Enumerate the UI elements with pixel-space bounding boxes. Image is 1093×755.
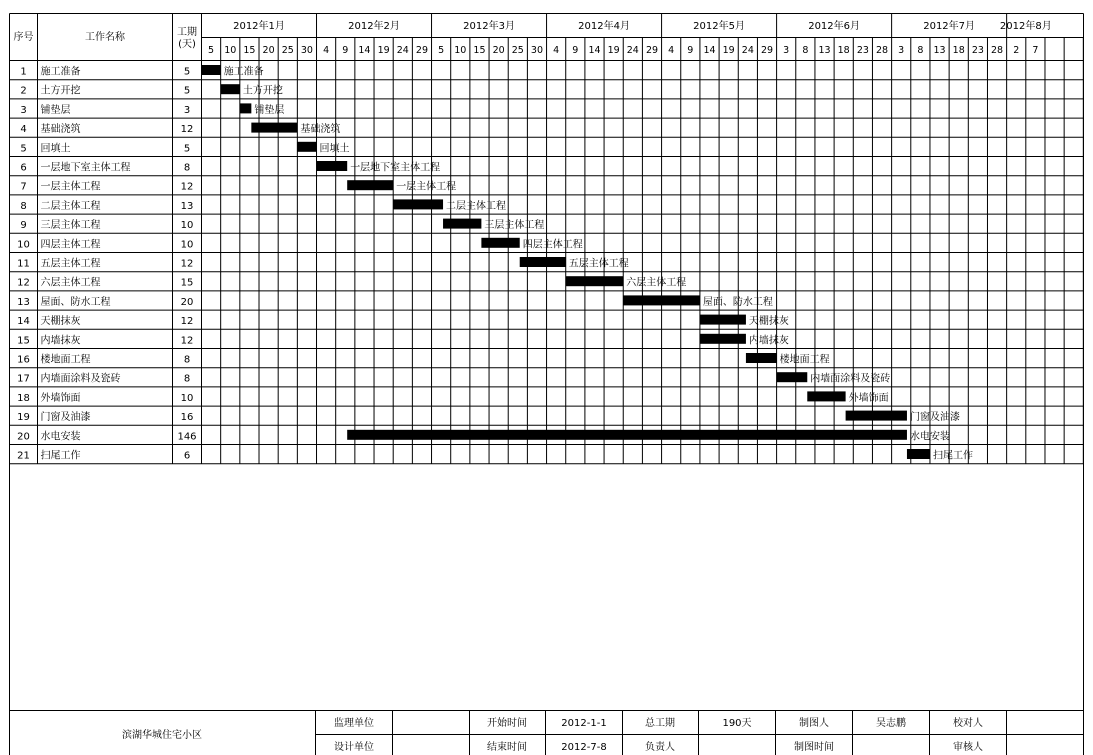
day-label: 18 (952, 45, 965, 56)
task-id: 7 (20, 181, 27, 193)
task-duration: 5 (183, 85, 191, 97)
task-duration: 5 (183, 66, 191, 78)
task-duration: 12 (180, 335, 194, 347)
footer-design-label: 设计单位 (334, 742, 374, 753)
task-id: 14 (17, 316, 30, 328)
task-name: 回填土 (40, 143, 71, 155)
footer-drafter-label: 制图人 (799, 718, 829, 729)
task-bar-label: 天棚抹灰 (748, 316, 789, 328)
task-bar (746, 353, 777, 363)
day-label: 30 (530, 45, 544, 56)
task-name: 水电安装 (40, 431, 81, 443)
task-name: 内墙面涂料及瓷砖 (40, 373, 121, 385)
task-id: 5 (20, 143, 27, 155)
task-id: 16 (17, 354, 30, 366)
task-bar (700, 315, 746, 325)
task-bar-label: 外墙饰面 (848, 392, 889, 404)
task-duration: 8 (183, 354, 191, 366)
task-bar-label: 一层地下室主体工程 (350, 162, 441, 174)
day-label: 10 (454, 45, 467, 56)
day-label: 30 (300, 45, 313, 56)
day-label: 3 (783, 45, 790, 56)
task-bar-label: 基础浇筑 (300, 124, 341, 136)
task-id: 20 (17, 431, 30, 443)
day-label: 14 (588, 45, 601, 56)
day-label: 8 (917, 45, 924, 56)
task-bar-label: 施工准备 (223, 66, 264, 78)
task-id: 13 (17, 296, 30, 308)
task-bar (251, 123, 297, 133)
task-id: 4 (20, 124, 27, 136)
task-id: 1 (20, 66, 27, 78)
task-bar-label: 铺垫层 (254, 104, 285, 116)
task-name: 天棚抹灰 (40, 316, 81, 328)
task-id: 10 (17, 239, 30, 251)
header-duration: 工期 (177, 27, 197, 38)
day-label: 9 (342, 45, 349, 56)
task-bar-label: 楼地面工程 (779, 354, 830, 366)
task-duration: 15 (180, 277, 194, 289)
task-duration: 16 (180, 412, 194, 424)
day-label: 25 (281, 45, 294, 56)
task-bar-label: 六层主体工程 (626, 277, 687, 289)
task-bar-label: 三层主体工程 (484, 220, 545, 232)
task-name: 二层主体工程 (40, 200, 101, 212)
footer-supervision-label: 监理单位 (334, 718, 374, 729)
day-label: 19 (722, 45, 735, 56)
task-duration: 5 (183, 143, 191, 155)
day-label: 14 (358, 45, 371, 56)
month-label: 2012年1月 (233, 21, 285, 32)
task-id: 19 (17, 412, 30, 424)
task-id: 3 (20, 104, 27, 116)
task-bar-label: 二层主体工程 (446, 200, 507, 212)
footer-drafter-value: 吴志鹏 (876, 718, 906, 729)
task-duration: 6 (183, 450, 191, 462)
task-bar-label: 五层主体工程 (568, 258, 629, 270)
task-bar-label: 扫尾工作 (932, 450, 973, 462)
task-name: 门窗及油漆 (40, 412, 91, 424)
day-label: 5 (438, 45, 445, 56)
day-label: 23 (856, 45, 869, 56)
task-id: 15 (17, 335, 30, 347)
day-label: 9 (572, 45, 579, 56)
task-duration: 12 (180, 181, 194, 193)
footer-start-value: 2012-1-1 (561, 718, 607, 729)
task-bar (623, 295, 700, 305)
footer-end-value: 2012-7-8 (561, 742, 607, 753)
day-label: 28 (875, 45, 889, 56)
task-duration: 13 (180, 200, 194, 212)
footer-proof-label: 校对人 (953, 718, 983, 729)
task-name: 内墙抹灰 (40, 335, 81, 347)
task-duration: 12 (180, 316, 194, 328)
task-bar (202, 65, 221, 75)
task-id: 8 (20, 200, 27, 212)
task-name: 六层主体工程 (40, 277, 101, 289)
footer-owner-label: 负责人 (645, 742, 675, 753)
task-name: 扫尾工作 (40, 450, 81, 462)
task-bar (566, 276, 624, 286)
task-bar-label: 内墙面涂料及瓷砖 (810, 373, 891, 385)
task-duration: 12 (180, 258, 194, 270)
task-bar-label: 内墙抹灰 (748, 335, 789, 347)
task-name: 一层主体工程 (40, 181, 101, 193)
day-label: 14 (703, 45, 716, 56)
task-bar (481, 238, 519, 248)
task-id: 6 (20, 162, 27, 174)
day-label: 24 (626, 45, 639, 56)
task-name: 屋面、防水工程 (40, 296, 111, 308)
task-bar (907, 449, 930, 459)
task-bar (700, 334, 746, 344)
task-bar (240, 103, 252, 113)
task-duration: 146 (177, 431, 197, 443)
day-label: 5 (208, 45, 215, 56)
day-label: 15 (243, 45, 256, 56)
task-bar (807, 391, 845, 401)
day-label: 7 (1032, 45, 1039, 56)
task-bar-label: 回填土 (319, 143, 350, 155)
task-name: 四层主体工程 (40, 239, 101, 251)
footer-drawtime-label: 制图时间 (794, 742, 834, 753)
day-label: 24 (741, 45, 754, 56)
task-bar-label: 水电安装 (909, 431, 950, 443)
task-name: 外墙饰面 (40, 392, 81, 404)
month-label: 2012年4月 (578, 21, 630, 32)
month-label: 2012年3月 (463, 21, 515, 32)
day-label: 19 (377, 45, 390, 56)
task-bar (393, 199, 443, 209)
day-label: 24 (396, 45, 409, 56)
task-bar (347, 430, 907, 440)
day-label: 28 (991, 45, 1004, 56)
day-label: 4 (553, 45, 560, 56)
day-label: 9 (687, 45, 694, 56)
day-label: 20 (492, 45, 505, 56)
task-bar-label: 门窗及油漆 (909, 412, 960, 424)
day-label: 13 (818, 45, 831, 56)
task-duration: 10 (180, 220, 194, 232)
task-bar (777, 372, 808, 382)
task-duration: 10 (180, 392, 194, 404)
month-label: 2012年2月 (348, 21, 400, 32)
task-name: 土方开挖 (40, 85, 81, 97)
day-label: 29 (645, 45, 659, 56)
task-bar (347, 180, 393, 190)
task-name: 五层主体工程 (40, 258, 101, 270)
task-bar-label: 屋面、防水工程 (702, 296, 773, 308)
task-duration: 3 (183, 104, 191, 116)
day-label: 15 (473, 45, 486, 56)
header-duration-unit: (天) (178, 39, 196, 50)
day-label: 13 (933, 45, 946, 56)
task-id: 2 (20, 85, 27, 97)
task-name: 铺垫层 (40, 104, 71, 116)
task-bar (520, 257, 566, 267)
task-duration: 20 (180, 296, 194, 308)
footer-total-value: 190天 (722, 718, 752, 729)
task-name: 楼地面工程 (40, 354, 91, 366)
task-id: 18 (17, 392, 30, 404)
footer-review-label: 审核人 (953, 742, 983, 753)
day-label: 23 (971, 45, 984, 56)
project-name: 滨湖华城住宅小区 (122, 730, 202, 741)
task-bar (443, 219, 481, 229)
footer-end-label: 结束时间 (487, 742, 527, 753)
task-id: 12 (17, 277, 30, 289)
header-seq: 序号 (13, 32, 34, 43)
month-label: 2012年7月 (923, 21, 976, 32)
day-label: 4 (668, 45, 675, 56)
task-bar (317, 161, 348, 171)
task-duration: 8 (183, 373, 191, 385)
month-label: 2012年6月 (808, 21, 861, 32)
day-label: 8 (802, 45, 809, 56)
day-label: 10 (224, 45, 237, 56)
day-label: 4 (323, 45, 330, 56)
task-name: 三层主体工程 (40, 220, 101, 232)
day-label: 19 (607, 45, 620, 56)
task-bar-label: 一层主体工程 (396, 181, 457, 193)
day-label: 3 (898, 45, 905, 56)
task-name: 一层地下室主体工程 (40, 162, 131, 174)
footer-start-label: 开始时间 (487, 718, 527, 729)
task-bar-label: 四层主体工程 (522, 239, 583, 251)
month-label: 2012年8月 (999, 21, 1052, 32)
month-label: 2012年5月 (693, 21, 745, 32)
footer-total-label: 总工期 (645, 718, 675, 729)
task-id: 21 (17, 450, 30, 462)
day-label: 18 (837, 45, 850, 56)
task-id: 9 (20, 220, 27, 232)
day-label: 2 (1013, 45, 1020, 56)
day-label: 25 (511, 45, 524, 56)
day-label: 20 (262, 45, 275, 56)
day-label: 29 (415, 45, 429, 56)
task-name: 施工准备 (40, 66, 81, 78)
header-task-name: 工作名称 (85, 32, 125, 43)
task-duration: 12 (180, 124, 194, 136)
task-id: 17 (17, 373, 30, 385)
task-id: 11 (17, 258, 30, 270)
task-duration: 8 (183, 162, 191, 174)
task-bar (846, 411, 907, 421)
task-bar-label: 土方开挖 (242, 85, 283, 97)
day-label: 29 (760, 45, 774, 56)
task-bar (221, 84, 240, 94)
task-name: 基础浇筑 (40, 124, 81, 136)
task-bar (297, 142, 316, 152)
task-duration: 10 (180, 239, 194, 251)
